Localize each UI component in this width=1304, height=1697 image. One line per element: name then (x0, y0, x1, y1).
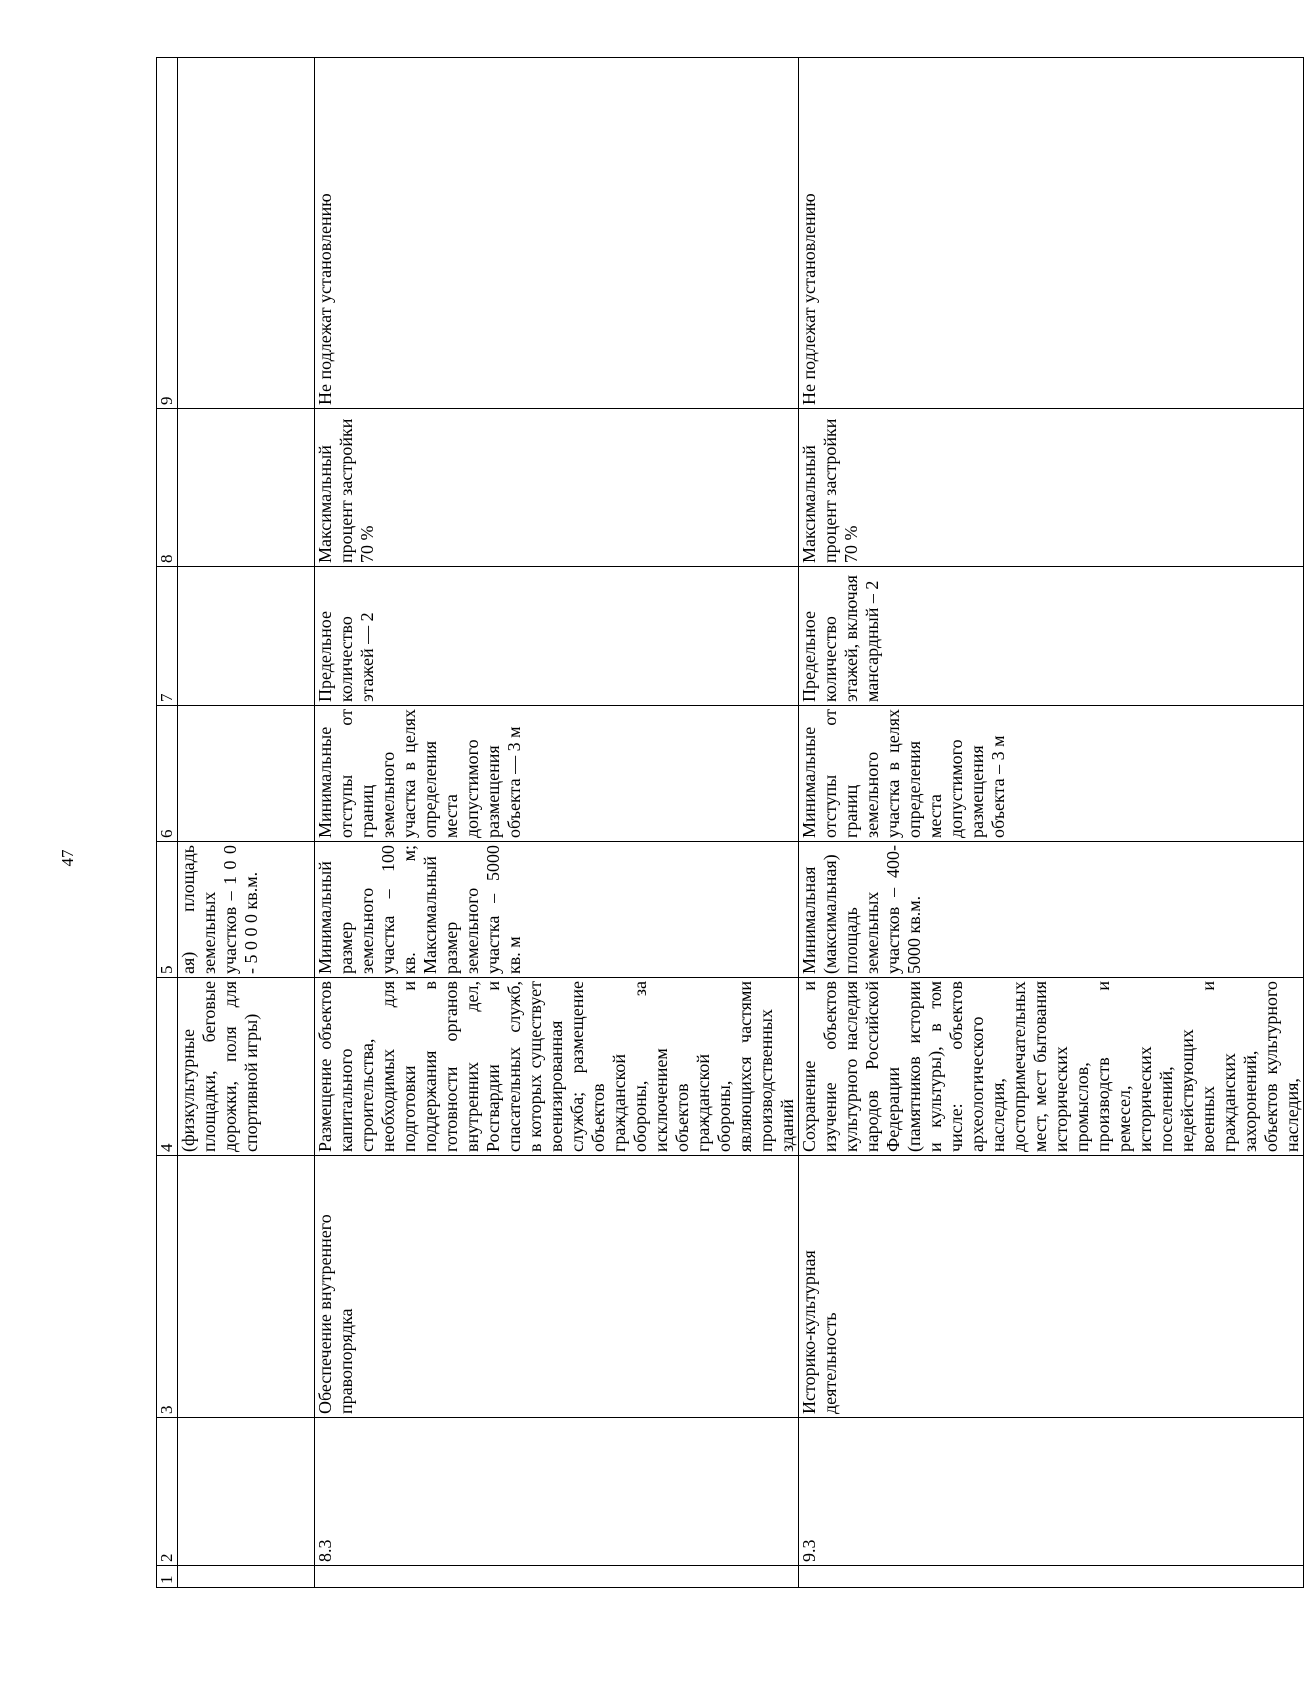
code-cell (178, 1418, 315, 1566)
code-cell: 9.3 (799, 1418, 1304, 1566)
column-number: 2 (157, 1418, 178, 1566)
restrictions-cell: Не подлежат установлению (315, 58, 799, 409)
coverage-cell: Максимальный процент застройки 70 % (315, 409, 799, 567)
column-number: 9 (157, 58, 178, 409)
row-index-cell (315, 1566, 799, 1588)
setback-cell (178, 706, 315, 842)
plot-size-cell: Минимальная (максимальная) площадь земельных участков – 400-5000 кв.м. (799, 842, 1304, 978)
plot-size-cell: Минимальный размер земельного участка – 100 кв. м; Максимальный размер земельного участка – 5000 кв. м (315, 842, 799, 978)
use-type-cell: Обеспечение внутреннего правопорядка (315, 1156, 799, 1418)
restrictions-cell: Не подлежат установлению (799, 58, 1304, 409)
coverage-cell (178, 409, 315, 567)
row-index-cell (799, 1566, 1304, 1588)
code-cell: 8.3 (315, 1418, 799, 1566)
description-cell: (физкультурные площадки, беговые дорожки, поля для спортивной игры) (178, 978, 315, 1156)
column-number: 1 (157, 1566, 178, 1588)
column-number: 5 (157, 842, 178, 978)
document-body (156, 108, 1302, 1588)
table-row (799, 58, 1304, 1588)
setback-cell: Минимальные отступы от границ земельного участка в целях определения места допустимого размещения объекта – 3 м (799, 706, 1304, 842)
description-cell: Сохранение и изучение объектов культурного наследия народов Российской Федерации (памятников истории и культуры), в том числе: объектов археологического наследия, достопримечательных мест, мест бытования исторических промыслов, производств и ремесел, исторических поселений, недействующих военных и гражданских захоронений, объектов культурного наследия, (799, 978, 1304, 1156)
table-row (315, 58, 799, 1588)
column-number: 7 (157, 567, 178, 706)
row-index-cell (178, 1566, 315, 1588)
setback-cell: Минимальные отступы от границ земельного участка в целях определения места допустимого размещения объекта — 3 м (315, 706, 799, 842)
page-number: 47 (58, 849, 77, 867)
floors-cell (178, 567, 315, 706)
coverage-cell: Максимальный процент застройки 70 % (799, 409, 1304, 567)
column-number: 4 (157, 978, 178, 1156)
table-row (178, 58, 315, 1588)
column-number: 3 (157, 1156, 178, 1418)
floors-cell: Предельное количество этажей — 2 (315, 567, 799, 706)
plot-size-cell: ая) площадь земельных участков – 1 0 0 - 5 0 0 0 кв.м. (178, 842, 315, 978)
zoning-regulations-table (156, 57, 1304, 1588)
column-number: 6 (157, 706, 178, 842)
description-cell: Размещение объектов капитального строительства, необходимых для подготовки и поддержания в готовности органов внутренних дел, Росгвардии и спасательных служб, в которых существует военизированная служба; размещение объектов гражданской обороны, за исключением объектов гражданской обороны, являющихся частями производственных зданий (315, 978, 799, 1156)
restrictions-cell (178, 58, 315, 409)
use-type-cell: Историко-культурная деятельность (799, 1156, 1304, 1418)
column-number: 8 (157, 409, 178, 567)
floors-cell: Предельное количество этажей, включая мансардный – 2 (799, 567, 1304, 706)
table-header-row (157, 58, 178, 1588)
use-type-cell (178, 1156, 315, 1418)
